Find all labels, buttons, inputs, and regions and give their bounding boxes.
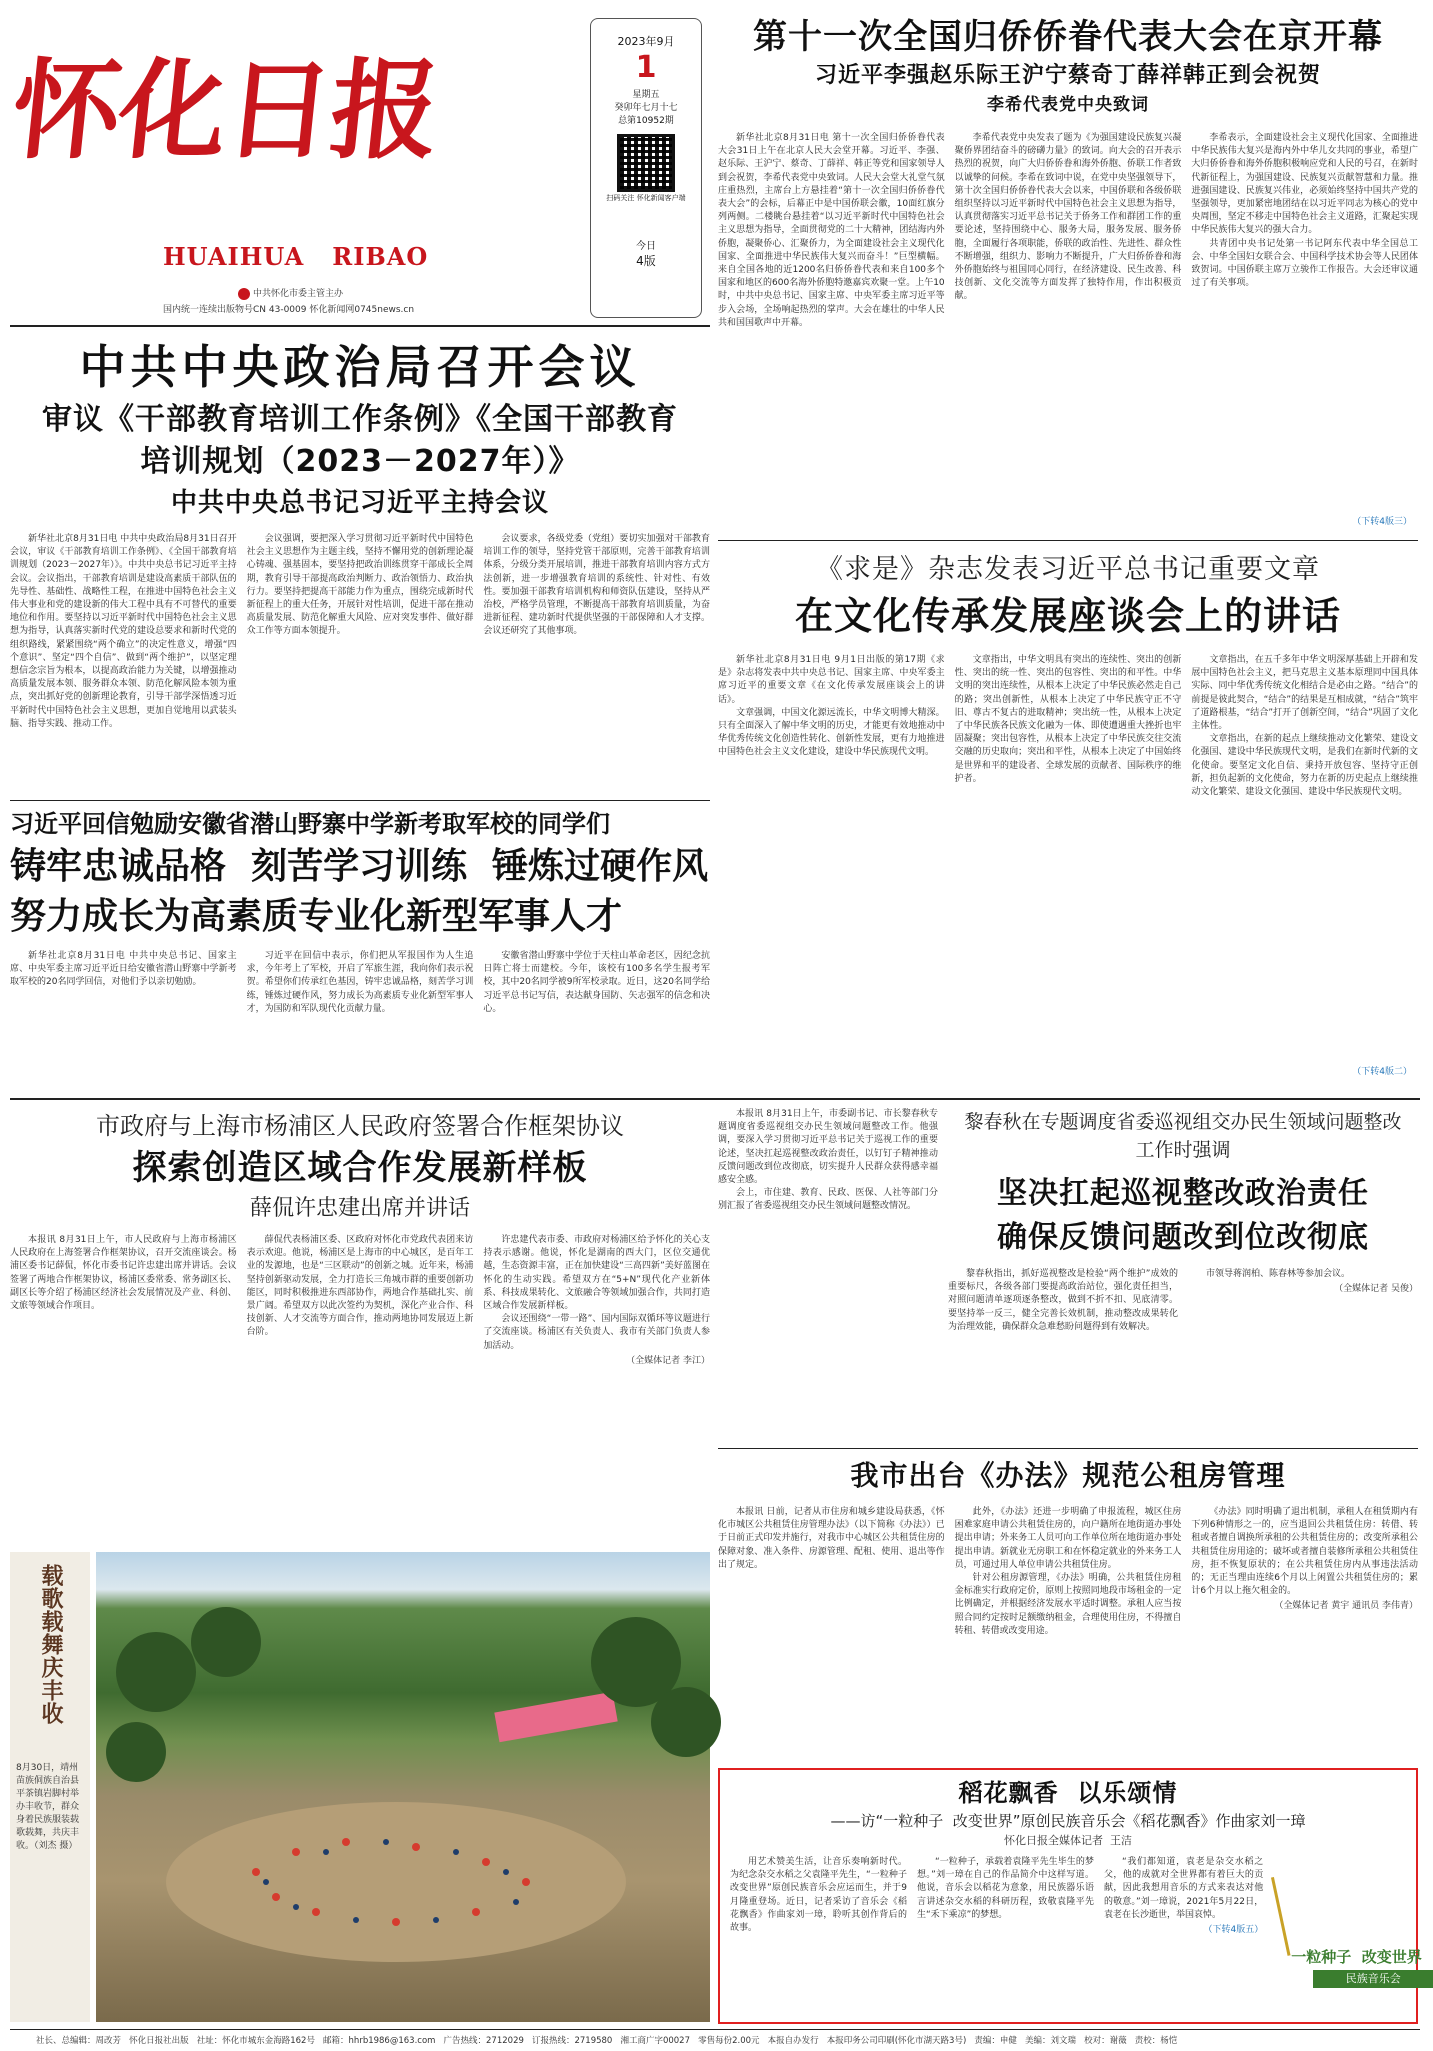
headline[interactable]: 《求是》杂志发表习近平总书记重要文章 xyxy=(816,554,1320,585)
paragraph: 共青团中央书记处第一书记阿东代表中华全国总工会、中华全国妇女联合会、中国科学技术协会等人民团体致贺词。中国侨联主席万立骏作工作报告。大会还审议通过了有关事项。 xyxy=(1191,238,1419,289)
date-year-month: 2023年9月 xyxy=(617,35,675,48)
subheadline: ——访“一粒种子 改变世界”原创民族音乐会《稻花飘香》作曲家刘一璋 xyxy=(830,1812,1306,1830)
concert-logo xyxy=(1273,1856,1422,2006)
headline[interactable]: 坚决扛起巡视整改政治责任 xyxy=(997,1176,1369,1211)
photo-title: 载歌载舞庆丰收 xyxy=(38,1564,63,1725)
paragraph: 文章指出，在五千多年中华文明深厚基础上开辟和发展中国特色社会主义，把马克思主义基本原理同中国具体实际、同中华优秀传统文化相结合是必由之路。“结合”的前提是彼此契合，“结合”的结果是互相成就，“结合”筑牢了道路根基，“结合”打开了创新空间，“结合”巩固了文化主体性。 xyxy=(1191,655,1419,732)
subheadline: 在文化传承发展座谈会上的讲话 xyxy=(794,594,1341,638)
paragraph: 市领导蒋润柏、陈春林等参加会议。 xyxy=(1206,1269,1351,1279)
masthead-pinyin: HUAIHUA RIBAO xyxy=(163,242,429,271)
byline: （全媒体记者 李江） xyxy=(626,1355,711,1366)
edition-label: 今日 xyxy=(636,241,656,252)
paragraph: 会议还围绕“一带一路”、国内国际双循环等议题进行了交流座谈。杨浦区有关负责人、我市有关部门负责人参加活动。 xyxy=(483,1314,711,1351)
story-guiqiao xyxy=(718,14,1419,527)
sponsor-logo-icon xyxy=(238,288,250,300)
kicker: 市政府与上海市杨浦区人民政府签署合作框架协议 xyxy=(96,1112,624,1140)
continued-link[interactable]: （下转4版五） xyxy=(1203,1925,1264,1936)
paragraph: 文章强调，中国文化源远流长，中华文明博大精深。只有全面深入了解中华文明的历史，才能更有效地推动中华优秀传统文化创造性转化、创新性发展，更有力地推进中国特色社会主义文化建设，建设中华民族现代文明。 xyxy=(718,707,945,758)
paragraph: 针对公租房源管理，《办法》明确，公共租赁住房租金标准实行政府定价，原则上按照同地段市场租金的一定比例确定，并根据经济发展水平适时调整。承租人应当按照合同约定按时足额缴纳租金，合理使用住房，不得擅自转租、转借或改变用途。 xyxy=(954,1573,1182,1636)
edition-count: 4版 xyxy=(636,254,656,268)
paragraph: 许忠建代表市委、市政府对杨浦区给予怀化的关心支持表示感谢。他说，怀化是湖南的西大门，区位交通优越，生态资源丰富，正在加快建设“三高四新”美好蓝图在怀化的生动实践。希望双方在“5+N”现代化产业新体系、科技成果转化、文旅融合等领域加强合作，共同打造区域合作发展新样板。 xyxy=(483,1235,711,1312)
photo-crowd-illustration xyxy=(96,1552,710,2022)
footer: 社长、总编辑：周改芳 怀化日报社出版 社址：怀化市城东金海路162号 邮箱：hhrb1986@163.com 广告热线：2712029 订报热线：2719580 湘工商广字00027 零售每份2.00元 本报自办发行 本报印务公司印刷(怀化市湖天路3号) 责编：申健 美编：刘文瑞 校对：谢薇 责校：杨恺 xyxy=(36,2036,1178,2046)
divider xyxy=(10,325,710,327)
headline-2: 努力成长为高素质专业化新型军事人才 xyxy=(10,896,623,937)
article-columns xyxy=(730,1856,1422,2006)
byline: 怀化日报全媒体记者 王洁 xyxy=(1004,1834,1132,1847)
date-issue: 总第10952期 xyxy=(618,116,674,126)
article-columns xyxy=(948,1268,1418,1334)
logo-sub: 民族音乐会 xyxy=(1313,1970,1433,1988)
article-columns xyxy=(10,950,710,1070)
headline[interactable]: 铸牢忠诚品格 刻苦学习训练 锤炼过硬作风 xyxy=(10,846,709,887)
paragraph: 文章指出，在新的起点上继续推动文化繁荣、建设文化强国、建设中华民族现代文明，是我们在新时代新的文化使命。要坚定文化自信、秉持开放包容、坚持守正创新，担负起新的文化使命，努力在新的历史起点上继续推动文化繁荣、建设文化强国、建设中华民族现代文明。 xyxy=(1191,734,1419,798)
logo-text: 一粒种子 改变世界 xyxy=(1291,1948,1422,1966)
byline: （全媒体记者 黄宇 通讯员 李伟青） xyxy=(1274,1601,1419,1612)
byline: （全媒体记者 吴俊） xyxy=(1334,1284,1418,1295)
paragraph: 会议强调，要把深入学习贯彻习近平新时代中国特色社会主义思想作为主题主线，坚持不懈用党的创新理论凝心铸魂、强基固本，要坚持把政治训练贯穿干部成长全周期，教育引导干部提高政治判断力、政治领悟力、政治执行力。要坚持把提高干部能力作为重点，围绕完成新时代新征程上的重大任务，开展针对性培训，促进干部在推动高质量发展、防范化解重大风险、应对突发事件、做好群众工作等方面本领提升。 xyxy=(246,534,474,637)
kicker: 黎春秋在专题调度省委巡视组交办民生领域问题整改工作时强调 xyxy=(964,1111,1402,1161)
article-columns xyxy=(10,533,710,773)
paragraph: 本报讯 日前，记者从市住房和城乡建设局获悉，《怀化市城区公共租赁住房管理办法》（以下简称《办法》）已于日前正式印发并施行，对我市中心城区公共租赁住房的保障对象、准入条件、房源管理、配租、使用、退出等作出了规定。 xyxy=(718,1507,945,1570)
date-weekday: 星期五 xyxy=(632,90,660,100)
subheadline-2: 李希代表党中央致词 xyxy=(987,95,1149,115)
paragraph: “我们都知道，袁老是杂交水稻之父，他的成就对全世界都有着巨大的贡献，因此我想用音乐的方式来表达对他的敬意。”刘一璋说，2021年5月22日，袁老在长沙逝世，举国哀悼。 xyxy=(1103,1857,1264,1920)
story-yangpu xyxy=(10,1108,710,1548)
date-box xyxy=(590,18,702,318)
subheadline-2: 中共中央总书记习近平主持会议 xyxy=(170,488,549,518)
paragraph: 新华社北京8月31日电 第十一次全国归侨侨眷代表大会31日上午在北京人民大会堂开幕。习近平、李强、赵乐际、王沪宁、蔡奇、丁薛祥、韩正等党和国家领导人到会祝贺，李希代表党中央致词。人民大会堂大礼堂气氛庄重热烈，主席台上方悬挂着“第十一次全国归侨侨眷代表大会”的会标，后幕正中是中国侨联会徽，10面红旗分列两侧。二楼眺台悬挂着“以习近平新时代中国特色社会主义思想为指导，全面贯彻党的二十大精神，团结海内外侨胞，凝聚侨心、汇聚侨力，为全面建设社会主义现代化国家、全面推进中华民族伟大复兴而奋斗！”巨型横幅。来自全国各地的近1200名归侨侨眷代表和来自100多个国家和地区的600名海外侨胞特邀嘉宾欢聚一堂。上午10时，中共中央总书记、国家主席、中央军委主席习近平等步入会场，全场响起热烈的掌声。大会在雄壮的中华人民共和国国歌声中开幕。 xyxy=(718,133,945,328)
paragraph: 会议要求，各级党委（党组）要切实加强对干部教育培训工作的领导，坚持党管干部原则，完善干部教育培训体系，分级分类开展培训，推进干部教育培训内容方式方法创新，进一步增强教育培训的系统性、针对性、有效性。要加强干部教育培训机构和师资队伍建设，坚持从严治校，严格学员管理，不断提高干部教育培训质量，为奋进新征程、建功新时代提供坚强的干部保障和人才支撑。会议还研究了其他事项。 xyxy=(483,534,711,637)
headline[interactable]: 第十一次全国归侨侨眷代表大会在京开幕 xyxy=(753,17,1383,57)
paragraph: 安徽省潜山野寨中学位于天柱山革命老区，因纪念抗日阵亡将士而建校。今年，该校有100多名学生报考军校，其中20名同学被9所军校录取。近日，这20名同学给习近平总书记写信，表达献身国防、矢志强军的信念和决心。 xyxy=(483,951,711,1014)
qr-code-icon[interactable] xyxy=(617,134,675,192)
cn-number: 国内统一连续出版物号CN 43-0009 怀化新闻网0745news.cn xyxy=(163,305,415,315)
paragraph: 新华社北京8月31日电 中共中央政治局8月31日召开会议，审议《干部教育培训工作条例》、《全国干部教育培训规划（2023－2027年）》。中共中央总书记习近平主持会议。会议指出，干部教育培训是建设高素质干部队伍的先导性、基础性、战略性工程，在推进中国特色社会主义伟大事业和党的建设新的伟大工程中具有不可替代的重要地位和作用。要坚持以习近平新时代中国特色社会主义思想为指导，认真落实新时代党的建设总要求和新时代党的组织路线，紧紧围绕“两个确立”的决定性意义，增强“四个意识”、坚定“四个自信”、做到“两个维护”，以坚定理想信念宗旨为根本，以提高政治能力为关键，以增强推动高质量发展本领、服务群众本领、防范化解风险本领为重点，突出抓好党的创新理论教育，引导干部学深悟透习近平新时代中国特色社会主义思想，更加自觉地用以武装头脑、指导实践、推动工作。 xyxy=(10,534,237,729)
article-columns xyxy=(10,1234,710,1534)
qr-caption: 扫码关注 怀化新闻客户端 xyxy=(606,194,686,202)
subheadline: 审议《干部教育培训工作条例》《全国干部教育培训规划（2023－2027年）》 xyxy=(42,402,678,479)
paragraph: 《办法》同时明确了退出机制，承租人在租赁期内有下列6种情形之一的，应当退回公共租赁住房：转借、转租或者擅自调换所承租的公共租赁住房的；改变所承租公共租赁住房用途的；破坏或者擅自装修所承租公共租赁住房，拒不恢复原状的；在公共租赁住房内从事违法活动的；无正当理由连续6个月以上闲置公共租赁住房的；累计6个月以上拖欠租金的。 xyxy=(1191,1507,1419,1597)
article-columns xyxy=(718,132,1418,492)
story-housing xyxy=(718,1454,1418,1764)
photo-feature xyxy=(10,1552,710,2022)
paragraph: 此外，《办法》还进一步明确了申报流程，城区住房困难家庭申请公共租赁住房的，向户籍所在地街道办事处提出申请；外来务工人员可向工作单位所在地街道办事处提出申请。新就业无房职工和在怀稳定就业的外来务工人员，可通过用人单位申请公共租赁住房。 xyxy=(954,1507,1182,1570)
divider xyxy=(718,1448,1418,1449)
story-music xyxy=(718,1768,1422,2024)
continued-link[interactable]: （下转4版二） xyxy=(1352,1067,1412,1077)
rice-icon xyxy=(1271,1872,1313,1956)
masthead xyxy=(8,10,588,315)
paragraph: 新华社北京8月31日电 中共中央总书记、国家主席、中央军委主席习近平近日给安徽省潜山野寨中学新考取军校的20名同学回信，对他们予以亲切勉励。 xyxy=(10,951,237,988)
article-column-left xyxy=(718,1108,938,1428)
photo-sidebar xyxy=(10,1552,90,2022)
story-qiushi xyxy=(718,550,1418,1090)
photo-caption: 8月30日，靖州苗族侗族自治县平茶镇岩脚村举办丰收节，群众身着民族服装载歌载舞，共庆丰收。（刘杰 摄） xyxy=(16,1763,80,1851)
divider xyxy=(10,2029,1420,2030)
paragraph: 会上，市住建、教育、民政、医保、人社等部门分别汇报了省委巡视组交办民生领域问题整改情况。 xyxy=(718,1188,938,1212)
subheadline: 薛侃许忠建出席并讲话 xyxy=(249,1196,470,1221)
sponsor-line: 中共怀化市委主管主办 xyxy=(238,286,343,300)
headline[interactable]: 稻花飘香 以乐颂情 xyxy=(958,1779,1178,1807)
headline-2: 确保反馈问题改到位改彻底 xyxy=(997,1220,1369,1255)
paragraph: 文章指出，中华文明具有突出的连续性、突出的创新性、突出的统一性、突出的包容性、突出的和平性。中华文明的突出连续性，从根本上决定了中华民族必然走自己的路；突出创新性，从根本上决定了中华民族守正不守旧、尊古不复古的进取精神；突出统一性，从根本上决定了中华民族各民族文化融为一体、即使遭遇重大挫折也牢固凝聚；突出包容性，从根本上决定了中华民族交往交流交融的历史取向；突出和平性，从根本上决定了中国始终是世界和平的建设者、全球发展的贡献者、国际秩序的维护者。 xyxy=(954,655,1182,784)
story-inspection xyxy=(718,1108,1418,1438)
paragraph: 用艺术赞美生活，让音乐奏响新时代。为纪念杂交水稻之父袁隆平先生，“一粒种子 改变世界”原创民族音乐会应运而生，并于9月隆重登场。近日，记者采访了音乐会《稻花飘香》作曲家刘一璋，聆听其创作背后的故事。 xyxy=(730,1857,907,1934)
masthead-title: 怀化日报 xyxy=(6,48,444,174)
paragraph: 李希表示，全面建设社会主义现代化国家、全面推进中华民族伟大复兴是海内外中华儿女共同的事业，希望广大归侨侨眷和海外侨胞积极响应党和人民的号召，在新时代新征程上，为强国建设、民族复兴贡献智慧和力量。推进强国建设、民族复兴伟业，必须始终坚持中国共产党的坚强领导，更加紧密地团结在以习近平同志为核心的党中央周围，坚定不移走中国特色社会主义道路，汇聚起实现中华民族伟大复兴的强大合力。 xyxy=(1191,133,1419,236)
article-columns xyxy=(718,1506,1418,1756)
paragraph: 本报讯 8月31日上午，市人民政府与上海市杨浦区人民政府在上海签署合作框架协议，召开交流座谈会。杨浦区委书记薛侃，怀化市委书记许忠建出席并讲话。会议签署了两地合作框架协议，杨浦区委常委、常务副区长、副区长等介绍了杨浦区经济社会发展情况及产业、科创、文旅等领域合作项目。 xyxy=(10,1235,237,1312)
story-military xyxy=(10,806,710,1091)
divider xyxy=(10,1098,1420,1100)
kicker: 习近平回信勉励安徽省潜山野寨中学新考取军校的同学们 xyxy=(10,810,610,838)
headline[interactable]: 我市出台《办法》规范公租房管理 xyxy=(850,1459,1286,1492)
date-day: 1 xyxy=(635,50,657,85)
divider xyxy=(718,540,1418,541)
continued-link[interactable]: （下转4版三） xyxy=(1352,517,1412,527)
date-lunar: 癸卯年七月十七 xyxy=(614,103,678,113)
paragraph: 薛侃代表杨浦区委、区政府对怀化市党政代表团来访表示欢迎。他说，杨浦区是上海市的中心城区，是百年工业的发源地，也是“三区联动”的创新之城。近年来，杨浦坚持创新驱动发展，全力打造长三角城市群的重要创新功能区，同时积极推进东西部协作，两地合作基础扎实、前景广阔。希望双方以此次签约为契机，深化产业合作、科技创新、人才交流等方面合作，推动两地协同发展迈上新台阶。 xyxy=(246,1235,474,1338)
paragraph: 李希代表党中央发表了题为《为强国建设民族复兴凝聚侨界团结奋斗的磅礴力量》的致词。向大会的召开表示热烈的祝贺，向广大归侨侨眷和海外侨胞、侨联工作者致以诚挚的问候。李希在致词中说，在党中央坚强领导下，第十次全国归侨侨眷代表大会以来，中国侨联和各级侨联组织坚持以习近平新时代中国特色社会主义思想为指导，认真贯彻落实习近平总书记关于侨务工作和群团工作的重要论述，坚持围绕中心、服务大局，服务发展、服务侨胞，全面履行各项职能，侨联的政治性、先进性、群众性不断增强，组织力、影响力不断提升，广大归侨侨眷和海外侨胞始终与祖国同心同行，在经济建设、民生改善、科技创新、文化交流等方面发挥了独特作用，作出积极贡献。 xyxy=(954,133,1182,302)
paragraph: “一粒种子，承载着袁隆平先生毕生的梦想。”刘一璋在自己的作品简介中这样写道。他说，音乐会以稻花为意象，用民族器乐语言讲述杂交水稻的科研历程，致敬袁隆平先生“禾下乘凉”的梦想。 xyxy=(916,1857,1094,1920)
headline[interactable]: 中共中央政治局召开会议 xyxy=(79,340,641,394)
paragraph: 新华社北京8月31日电 9月1日出版的第17期《求是》杂志将发表中共中央总书记、国家主席、中央军委主席习近平的重要文章《在文化传承发展座谈会上的讲话》。 xyxy=(718,655,945,705)
article-columns xyxy=(718,654,1418,1084)
paragraph: 习近平在回信中表示，你们把从军报国作为人生追求，今年考上了军校，开启了军旅生涯，我向你们表示祝贺。希望你们传承红色基因，铸牢忠诚品格，刻苦学习训练，锤炼过硬作风，努力成长为高素质专业化新型军事人才，为国防和军队现代化贡献力量。 xyxy=(246,951,474,1014)
paragraph: 黎春秋指出，抓好巡视整改是检验“两个维护”成效的重要标尺，各级各部门要提高政治站位，强化责任担当，对照问题清单逐项逐条整改，做到不折不扣、见底清零。要坚持举一反三，健全完善长效机制，推动整改成果转化为治理效能，确保群众急难愁盼问题得到有效解决。 xyxy=(948,1269,1178,1332)
divider xyxy=(10,800,710,801)
paragraph: 本报讯 8月31日上午，市委副书记、市长黎春秋专题调度省委巡视组交办民生领域问题整改工作。他强调，要深入学习贯彻习近平总书记关于巡视工作的重要论述，坚决扛起巡视整改政治责任，以钉钉子精神推动反馈问题改到位改彻底，切实提升人民群众获得感幸福感安全感。 xyxy=(718,1109,938,1186)
headline[interactable]: 探索创造区域合作发展新样板 xyxy=(132,1148,588,1188)
story-politburo xyxy=(10,335,710,805)
subheadline: 习近平李强赵乐际王沪宁蔡奇丁薛祥韩正到会祝贺 xyxy=(814,63,1321,88)
festival-photo[interactable] xyxy=(96,1552,710,2022)
